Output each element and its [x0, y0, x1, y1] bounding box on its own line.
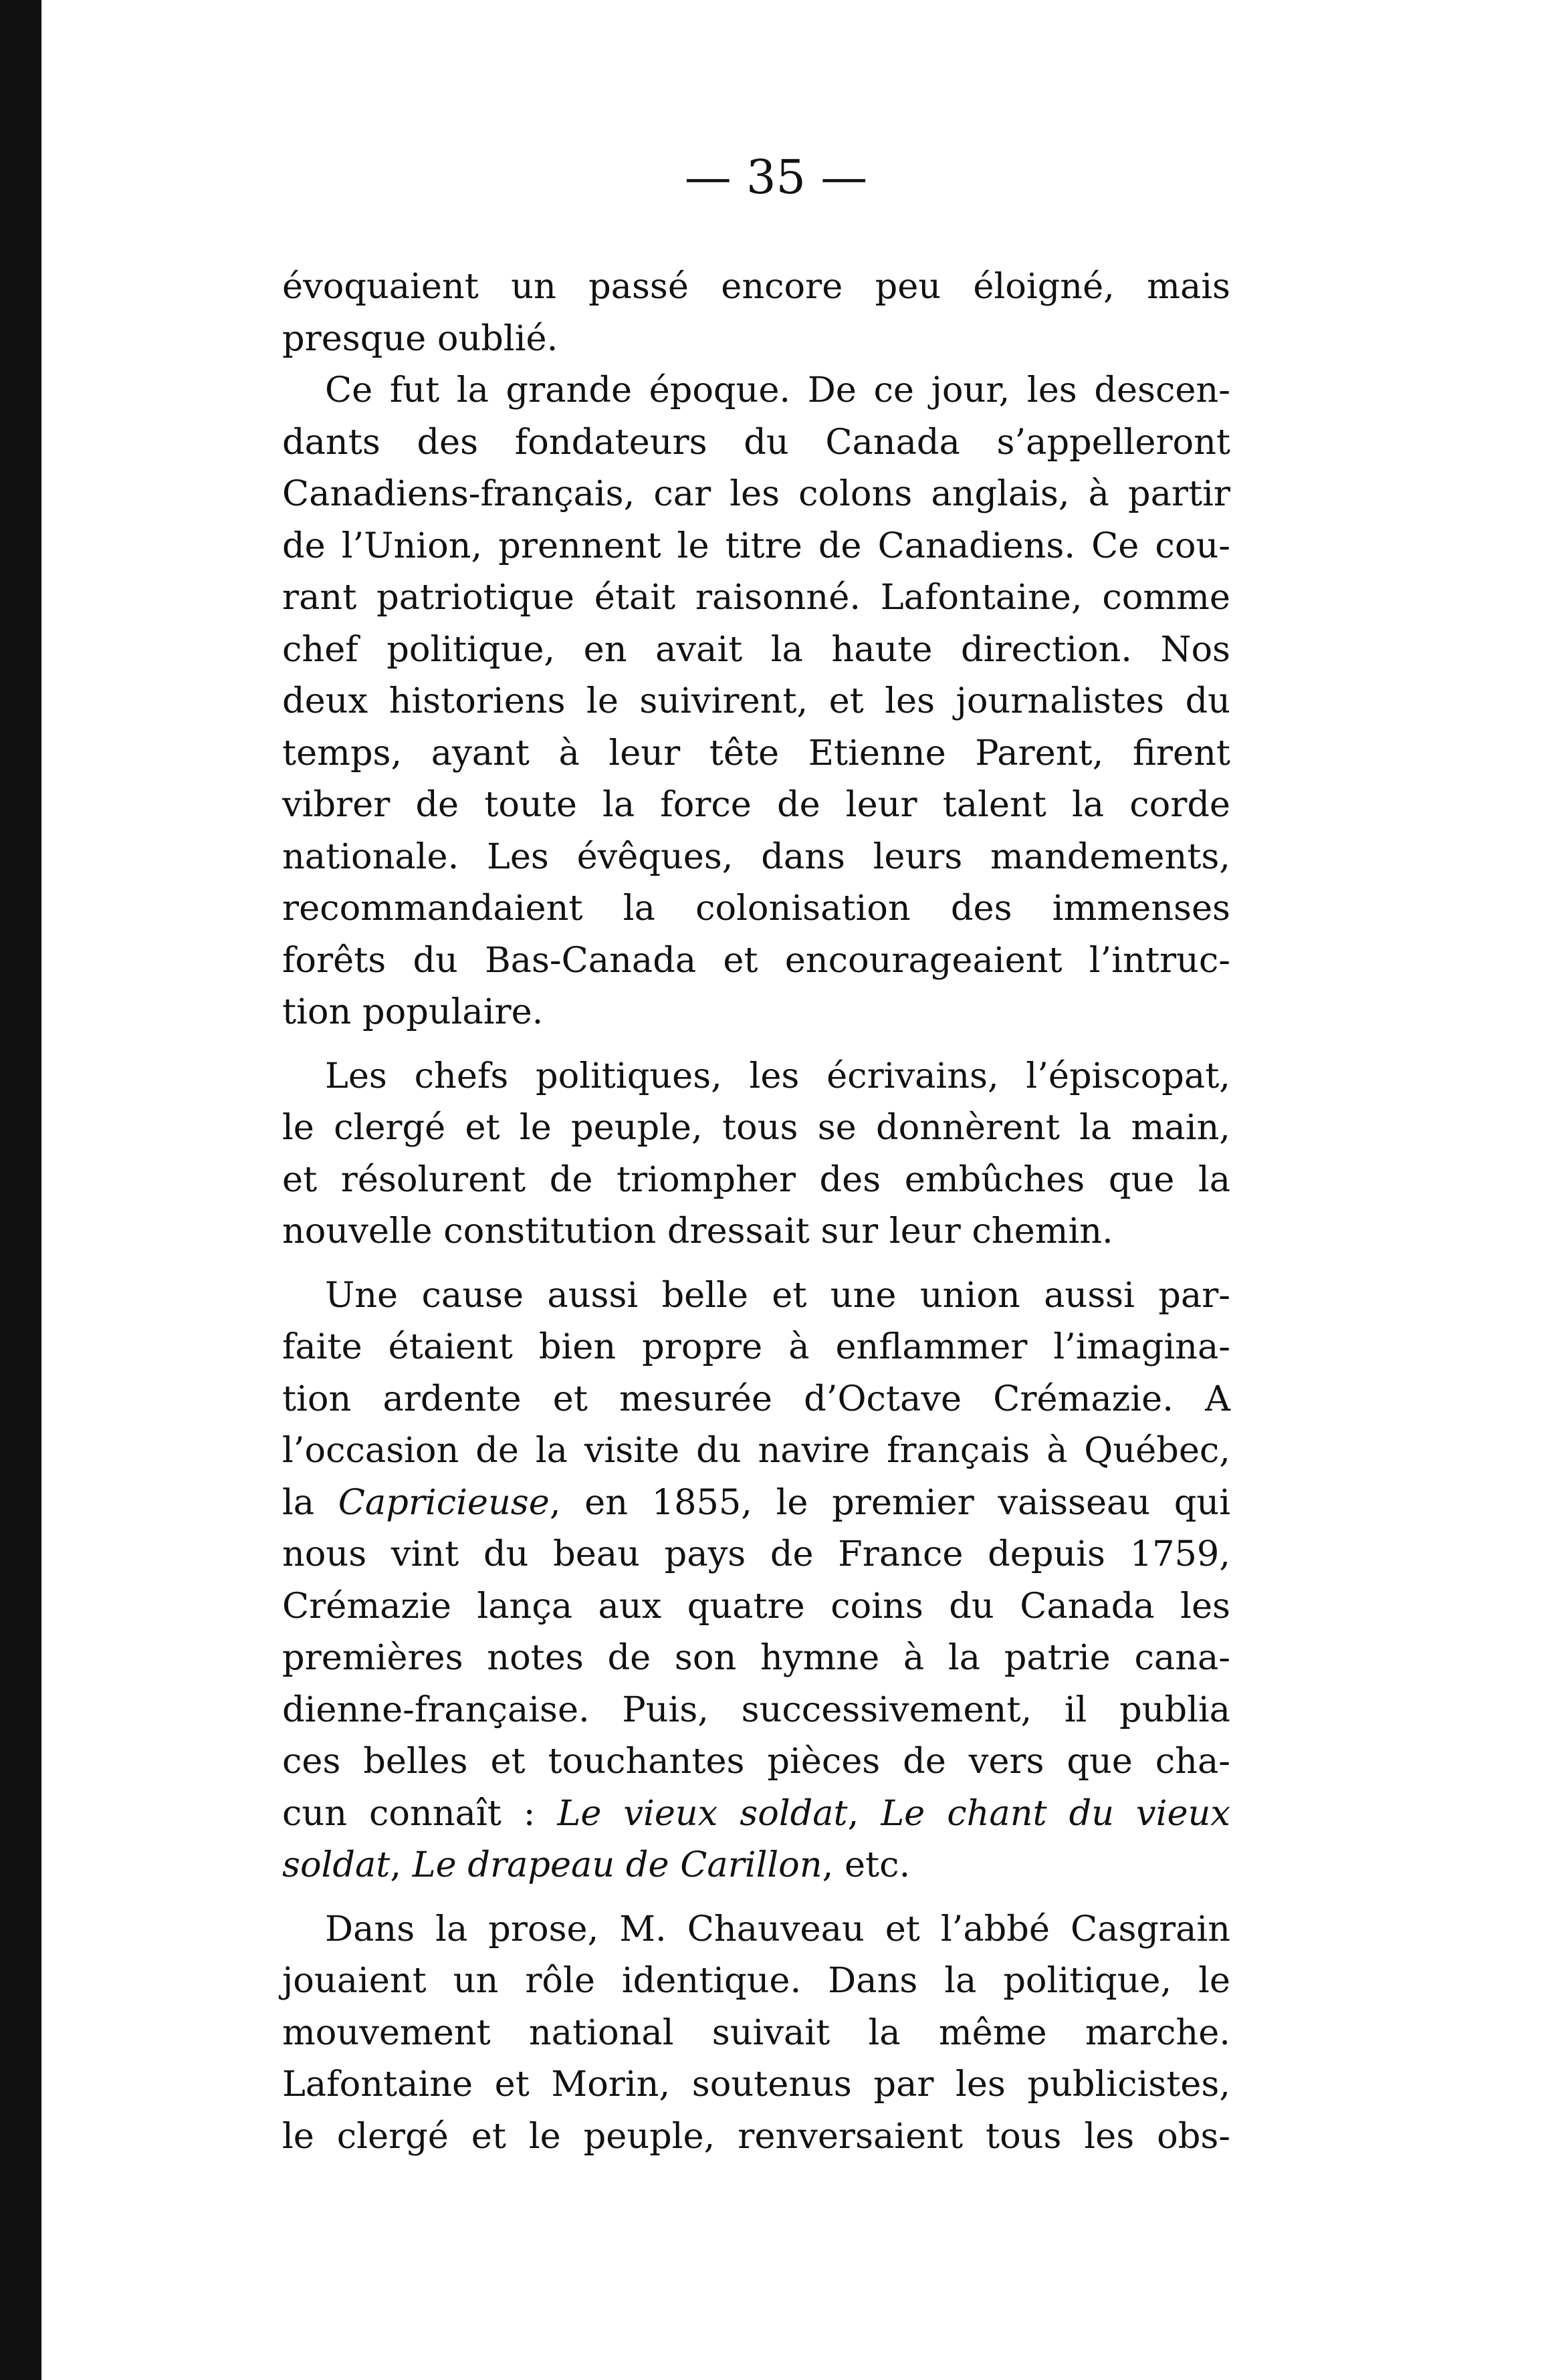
text-line: dants des fondateurs du Canada s’appelleront: [282, 421, 1230, 463]
text-line: nous vint du beau pays de France depuis 1759,: [282, 1534, 1230, 1574]
text-line: Lafontaine et Morin, soutenus par les publicistes,: [282, 2064, 1230, 2105]
page-number: — 35 —: [684, 150, 868, 205]
text-line: Crémazie lança aux quatre coins du Canada les: [282, 1585, 1230, 1627]
text-line: deux historiens le suivirent, et les journalistes du: [282, 681, 1230, 721]
text-line: jouaient un rôle identique. Dans la politique, le: [282, 1960, 1230, 2001]
text-line: nouvelle constitution dressait sur leur chemin.: [282, 1211, 1113, 1252]
text-line: Dans la prose, M. Chauveau et l’abbé Casgrain: [325, 1908, 1230, 1949]
text-line: tion ardente et mesurée d’Octave Crémazie. A: [282, 1378, 1230, 1419]
text-line: Une cause aussi belle et une union aussi par-: [325, 1274, 1230, 1316]
text-line: le clergé et le peuple, renversaient tous les obs-: [282, 2115, 1230, 2157]
text-line: premières notes de son hymne à la patrie cana-: [282, 1637, 1230, 1678]
text-line: faite étaient bien propre à enflammer l’imagina-: [282, 1326, 1230, 1367]
text-line: Canadiens-français, car les colons anglais, à partir: [282, 473, 1230, 514]
text-line: et résolurent de triompher des embûches que la: [282, 1159, 1230, 1200]
binding-edge: [0, 0, 41, 2380]
text-line: nationale. Les évêques, dans leurs mandements,: [282, 836, 1230, 877]
text-line: ces belles et touchantes pièces de vers que cha-: [282, 1741, 1230, 1782]
text-line: presque oublié.: [282, 318, 558, 359]
text-line: tion populaire.: [282, 991, 544, 1032]
text-line: de l’Union, prennent le titre de Canadiens. Ce cou-: [282, 525, 1230, 566]
text-line: mouvement national suivait la même marche.: [282, 2012, 1230, 2053]
text-line: recommandaient la colonisation des immenses: [282, 888, 1230, 929]
text-line: dienne-française. Puis, successivement, il publia: [282, 1689, 1230, 1730]
text-line: Les chefs politiques, les écrivains, l’épiscopat,: [325, 1055, 1230, 1096]
text-line: Ce fut la grande époque. De ce jour, les descen-: [325, 370, 1230, 410]
text-line: chef politique, en avait la haute direction. Nos: [282, 628, 1230, 670]
text-line: l’occasion de la visite du navire français à Québec,: [282, 1430, 1230, 1471]
body-text: [282, 261, 1230, 2162]
text-line: rant patriotique était raisonné. Lafontaine, comme: [282, 577, 1230, 618]
text-line: évoquaient un passé encore peu éloigné, mais: [282, 266, 1230, 307]
text-line: soldat, Le drapeau de Carillon, etc.: [282, 1844, 911, 1885]
text-line: forêts du Bas-Canada et encourageaient l’intruc-: [282, 939, 1230, 981]
text-line: vibrer de toute la force de leur talent la corde: [282, 784, 1230, 825]
text-line: le clergé et le peuple, tous se donnèrent la main,: [282, 1107, 1230, 1148]
text-line: la Capricieuse, en 1855, le premier vaisseau qui: [282, 1481, 1230, 1523]
text-line: cun connaît : Le vieux soldat, Le chant du vieux: [282, 1792, 1230, 1834]
text-line: temps, ayant à leur tête Etienne Parent, firent: [282, 732, 1230, 774]
